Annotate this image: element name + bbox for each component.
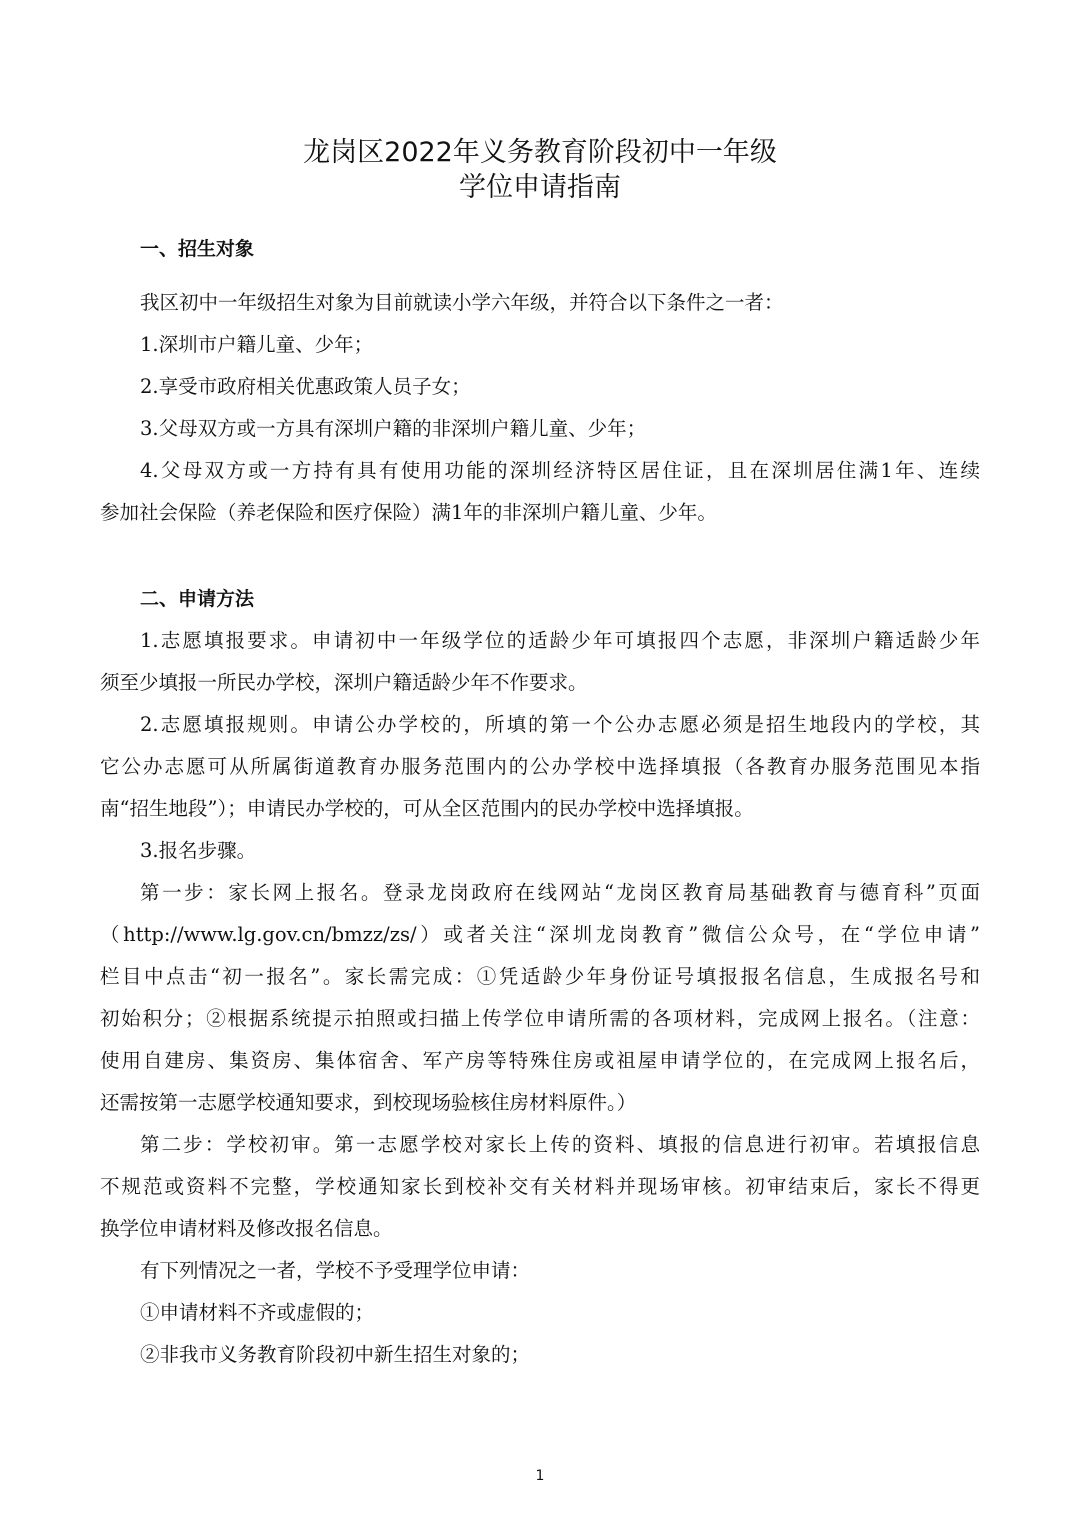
text-line: 有下列情况之一者，学校不予受理学位申请： <box>140 1259 531 1282</box>
text-line: （http://www.lg.gov.cn/bmzz/zs/）或者关注“深圳龙岗教育”微信公众号，在“学位申请” <box>100 923 980 946</box>
text-line: ②非我市义务教育阶段初中新生招生对象的； <box>140 1343 531 1366</box>
document-title-line1: 龙岗区2022年义务教育阶段初中一年级 <box>303 137 777 168</box>
text-line: 还需按第一志愿学校通知要求，到校现场验核住房材料原件。） <box>100 1091 637 1114</box>
section <box>100 578 980 1376</box>
text-line: ①申请材料不齐或虚假的； <box>140 1301 375 1324</box>
text-line: 3.父母双方或一方具有深圳户籍的非深圳户籍儿童、少年； <box>140 417 647 440</box>
text-line: 须至少填报一所民办学校，深圳户籍适龄少年不作要求。 <box>100 671 588 694</box>
section-heading: 二、申请方法 <box>140 588 255 610</box>
text-line: 第二步：学校初审。第一志愿学校对家长上传的资料、填报的信息进行初审。若填报信息 <box>140 1133 980 1156</box>
page-number: 1 <box>535 1468 545 1484</box>
paragraph <box>100 872 980 1124</box>
text-line: 它公办志愿可从所属街道教育办服务范围内的公办学校中选择填报（各教育办服务范围见本指 <box>100 755 980 778</box>
text-line: 换学位申请材料及修改报名信息。 <box>100 1217 393 1240</box>
document-title-line2: 学位申请指南 <box>459 172 621 203</box>
paragraph <box>100 704 980 830</box>
paragraph <box>100 1250 980 1292</box>
text-line: 3.报名步骤。 <box>140 839 257 862</box>
text-line: 我区初中一年级招生对象为目前就读小学六年级，并符合以下条件之一者： <box>140 291 784 314</box>
paragraph <box>100 830 980 872</box>
paragraph <box>100 1124 980 1250</box>
section <box>100 228 980 534</box>
paragraph <box>100 366 980 408</box>
paragraph <box>100 408 980 450</box>
section-heading: 一、招生对象 <box>140 238 255 260</box>
text-line: 2.享受市政府相关优惠政策人员子女； <box>140 375 471 398</box>
paragraph <box>100 324 980 366</box>
text-line: 4.父母双方或一方持有具有使用功能的深圳经济特区居住证，且在深圳居住满1年、连续 <box>140 459 980 482</box>
text-line: 初始积分；②根据系统提示拍照或扫描上传学位申请所需的各项材料，完成网上报名。（注意： <box>100 1007 980 1030</box>
paragraph <box>100 620 980 704</box>
text-line: 使用自建房、集资房、集体宿舍、军产房等特殊住房或祖屋申请学位的，在完成网上报名后， <box>100 1049 980 1072</box>
paragraph <box>100 450 980 534</box>
paragraph <box>100 1334 980 1376</box>
text-line: 栏目中点击“初一报名”。家长需完成：①凭适龄少年身份证号填报报名信息，生成报名号和 <box>100 965 980 988</box>
paragraph <box>100 1292 980 1334</box>
text-line: 第一步：家长网上报名。登录龙岗政府在线网站“龙岗区教育局基础教育与德育科”页面 <box>140 881 980 904</box>
document-body <box>100 228 980 1376</box>
paragraph <box>100 282 980 324</box>
text-line: 1.志愿填报要求。申请初中一年级学位的适龄少年可填报四个志愿，非深圳户籍适龄少年 <box>140 629 980 652</box>
text-line: 不规范或资料不完整，学校通知家长到校补交有关材料并现场审核。初审结束后，家长不得更 <box>100 1175 980 1198</box>
text-line: 1.深圳市户籍儿童、少年； <box>140 333 374 356</box>
text-line: 2.志愿填报规则。申请公办学校的，所填的第一个公办志愿必须是招生地段内的学校，其 <box>140 713 980 736</box>
text-line: 参加社会保险（养老保险和医疗保险）满1年的非深圳户籍儿童、少年。 <box>100 501 717 524</box>
text-line: 南“招生地段”）；申请民办学校的，可从全区范围内的民办学校中选择填报。 <box>100 797 754 820</box>
